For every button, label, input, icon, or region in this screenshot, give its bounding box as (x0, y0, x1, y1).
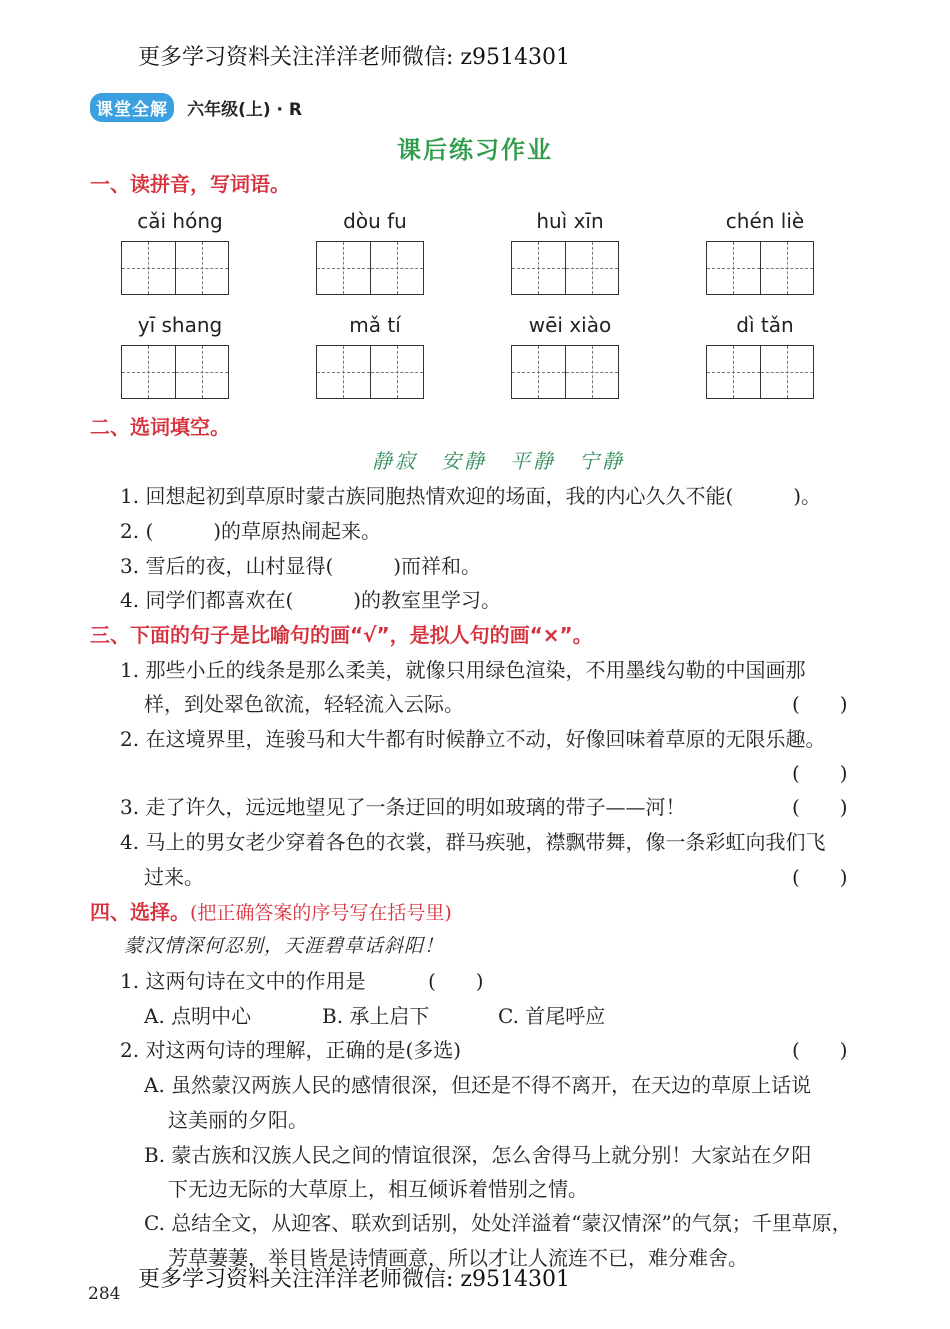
writing-grid-7[interactable] (511, 345, 619, 399)
section4-note: (把正确答案的序号写在括号里) (190, 902, 452, 924)
pinyin-5: yī shang (137, 313, 223, 337)
s4-q1-option-a: A. 点明中心 (144, 1004, 252, 1028)
pinyin-1: cǎi hóng (137, 209, 223, 233)
s4-q1: 1. 这两句诗在文中的作用是 (120, 969, 366, 993)
pinyin-7: wēi xiào (528, 313, 612, 337)
s2-question-1: 1. 回想起初到草原时蒙古族同胞热情欢迎的场面，我的内心久久不能( )。 (120, 484, 822, 508)
s4-q2-option-a-line1: A. 虽然蒙汉两族人民的感情很深，但还是不得不离开，在天边的草原上话说 (144, 1073, 812, 1097)
s4-q1-answer[interactable]: ( ) (428, 969, 484, 993)
s4-q2: 2. 对这两句诗的理解，正确的是(多选) (120, 1038, 462, 1062)
writing-grid-5[interactable] (121, 345, 229, 399)
book-badge: 课堂全解 (90, 93, 174, 122)
section4-title: 四、选择。 (90, 900, 190, 924)
writing-grid-1[interactable] (121, 241, 229, 295)
watermark-top: 更多学习资料关注洋洋老师微信: z9514301 (138, 45, 570, 70)
s3-q4-answer[interactable]: ( ) (792, 865, 848, 889)
writing-grid-2[interactable] (316, 241, 424, 295)
section2-heading: 二、选词填空。 (90, 415, 230, 439)
s3-q1-line2: 样，到处翠色欲流，轻轻流入云际。 (144, 692, 464, 716)
s4-q2-answer[interactable]: ( ) (792, 1038, 848, 1062)
s4-q2-option-a-line2: 这美丽的夕阳。 (168, 1108, 308, 1132)
s4-q1-option-b: B. 承上启下 (322, 1004, 430, 1028)
s4-q2-option-b-line2: 下无边无际的大草原上，相互倾诉着惜别之情。 (168, 1177, 588, 1201)
watermark-bottom: 更多学习资料关注洋洋老师微信: z9514301 (138, 1267, 570, 1292)
s3-q4-line2: 过来。 (144, 865, 204, 889)
s4-q2-option-c-line2: 芳草萋萋，举目皆是诗情画意，所以才让人流连不已，难分难舍。 (168, 1246, 748, 1270)
pinyin-8: dì tǎn (736, 313, 794, 337)
poem-line: 蒙汉情深何忍别，天涯碧草话斜阳！ (124, 935, 445, 957)
s2-question-3: 3. 雪后的夜，山村显得( )而祥和。 (120, 554, 482, 578)
page-number: 284 (88, 1284, 121, 1304)
writing-grid-3[interactable] (511, 241, 619, 295)
s2-question-2: 2. ( )的草原热闹起来。 (120, 519, 382, 543)
s3-q3-line1: 3. 走了许久，远远地望见了一条迂回的明如玻璃的带子——河！ (120, 795, 686, 819)
pinyin-2: dòu fu (343, 209, 407, 233)
pinyin-6: mǎ tí (349, 313, 401, 337)
s3-q1-answer[interactable]: ( ) (792, 692, 848, 716)
pinyin-4: chén liè (725, 209, 805, 233)
writing-grid-4[interactable] (706, 241, 814, 295)
section4-heading (90, 896, 452, 925)
section1-heading: 一、读拼音，写词语。 (90, 172, 290, 196)
s3-q2-line1: 2. 在这境界里，连骏马和大牛都有时候静立不动，好像回味着草原的无限乐趣。 (120, 727, 826, 751)
s4-q1-option-c: C. 首尾呼应 (498, 1004, 606, 1028)
s3-q2-answer[interactable]: ( ) (792, 761, 848, 785)
grade-label: 六年级(上) · R (187, 100, 303, 120)
word-bank: 静寂 安静 平静 宁静 (372, 449, 625, 473)
section3-heading: 三、下面的句子是比喻句的画“√”，是拟人句的画“×”。 (90, 623, 593, 647)
s2-question-4: 4. 同学们都喜欢在( )的教室里学习。 (120, 588, 502, 612)
book-header (90, 93, 302, 122)
page-title: 课后练习作业 (397, 136, 553, 164)
s3-q1-line1: 1. 那些小丘的线条是那么柔美，就像只用绿色渲染，不用墨线勾勒的中国画那 (120, 658, 806, 682)
writing-grid-8[interactable] (706, 345, 814, 399)
pinyin-3: huì xīn (536, 209, 604, 233)
s4-q2-option-c-line1: C. 总结全文，从迎客、联欢到话别，处处洋溢着“蒙汉情深”的气氛；千里草原， (144, 1211, 852, 1235)
s3-q4-line1: 4. 马上的男女老少穿着各色的衣裳，群马疾驰，襟飘带舞，像一条彩虹向我们飞 (120, 830, 826, 854)
writing-grid-6[interactable] (316, 345, 424, 399)
s4-q2-option-b-line1: B. 蒙古族和汉族人民之间的情谊很深，怎么舍得马上就分别！大家站在夕阳 (144, 1143, 812, 1167)
s3-q3-answer[interactable]: ( ) (792, 795, 848, 819)
